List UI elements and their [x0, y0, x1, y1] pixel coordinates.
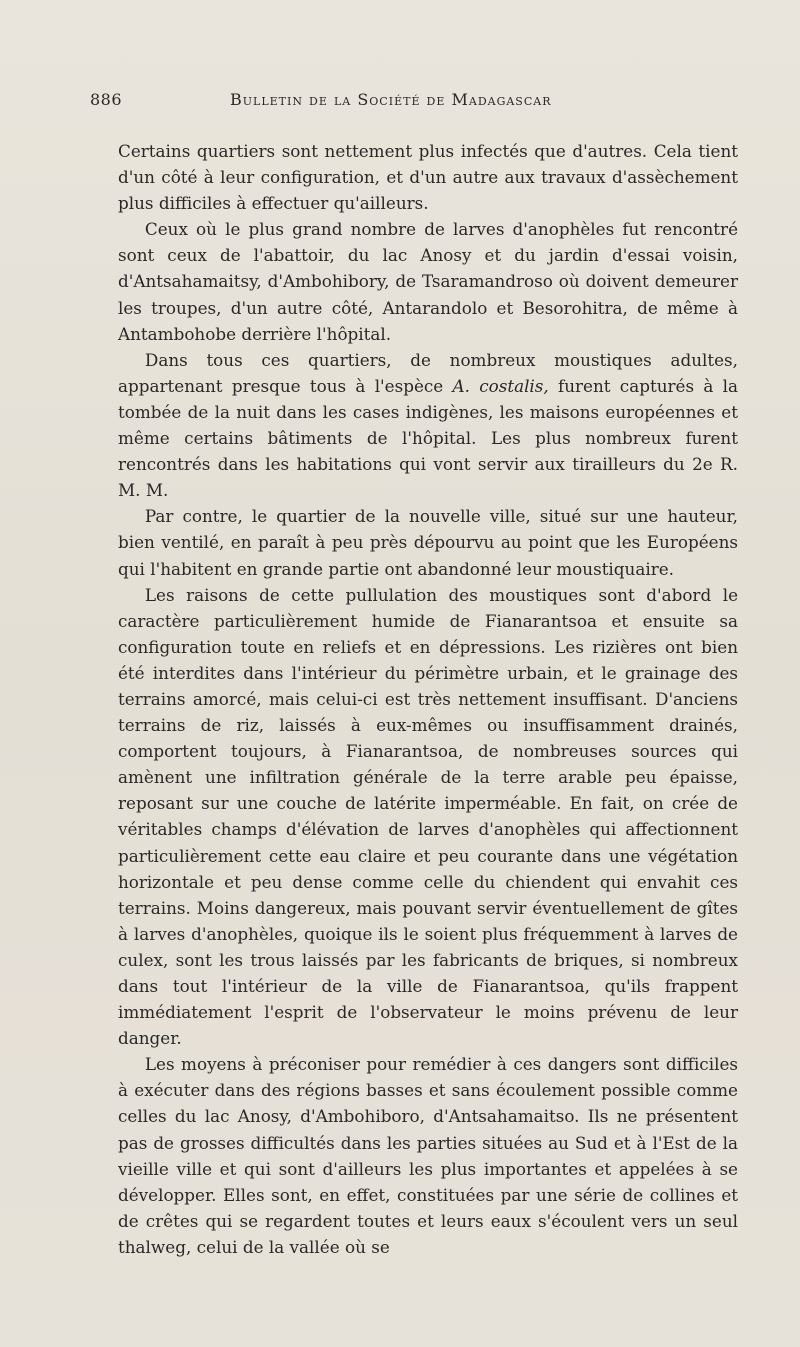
paragraph-2: Ceux où le plus grand nombre de larves d'anophèles fut rencontré sont ceux de l'abattoir, du lac Anosy et du jardin d'essai voisin, d'Antsahamaitsy, d'Ambohibory, de Tsaramandroso où doivent demeurer les troupes, d'un autre côté, Antarandolo et Besorohitra, de même à Antambohobe derrière l'hôpital.: [118, 219, 738, 344]
paragraph-4: Par contre, le quartier de la nouvelle ville, situé sur une hauteur, bien ventilé, en paraît à peu près dépourvu au point que les Européens qui l'habitent en grande partie ont abandonné leur moustiquaire.: [118, 506, 738, 579]
running-title: Bulletin de la Société de Madagascar: [230, 90, 552, 109]
paragraph-3-text-before: Dans tous ces quartiers, de nombreux moustiques adultes, appartenant presque tous à l'espèce: [118, 349, 738, 396]
page-header: [90, 90, 750, 116]
page-number: 886: [90, 90, 123, 109]
paragraph-5: Les raisons de cette pullulation des moustiques sont d'abord le caractère particulièrement humide de Fianarantsoa et ensuite sa configuration toute en reliefs et en dépressions. Les rizières ont bien été interdites dans l'intérieur du périmètre urbain, et le grainage des terrains amorcé, mais celui-ci est très nettement insuffisant. D'anciens terrains de riz, laissés à eux-mêmes ou insuffisamment drainés, comportent toujours, à Fianarantsoa, de nombreuses sources qui amènent une infiltration générale de la terre arable peu épaisse, reposant sur une couche de latérite imperméable. En fait, on crée de véritables champs d'élévation de larves d'anophèles qui affectionnent particulièrement cette eau claire et peu courante dans une végétation horizontale et peu dense comme celle du chiendent qui envahit ces terrains. Moins dangereux, mais pouvant servir éventuellement de gîtes à larves d'anophèles, quoique ils le soient plus fréquemment à larves de culex, sont les trous laissés par les fabricants de briques, si nombreux dans tout l'intérieur de la ville de Fianarantsoa, qu'ils frappent immédiatement l'esprit de l'observateur le moins prévenu de leur danger.: [118, 584, 738, 1049]
species-name: A. costalis,: [452, 375, 549, 396]
paragraph-6: Les moyens à préconiser pour remédier à ces dangers sont difficiles à exécuter dans des régions basses et sans écoulement possible comme celles du lac Anosy, d'Ambohiboro, d'Antsahamaitso. Ils ne présentent pas de grosses difficultés dans les parties situées au Sud et à l'Est de la vieille ville et qui sont d'ailleurs les plus importantes et appelées à se développer. Elles sont, en effet, constituées par une série de collines et de crêtes qui se regardent toutes et leurs eaux s'écoulent vers un seul thalweg, celui de la vallée où se: [118, 1054, 738, 1257]
paragraph-3: [118, 347, 738, 504]
body-text: [118, 138, 738, 1260]
paragraph-3-text-after: furent capturés à la tombée de la nuit dans les cases indigènes, les maisons européennes et même certains bâtiments de l'hôpital. Les plus nombreux furent rencontrés dans les habitations qui vont servir aux tirailleurs du 2e R. M. M.: [118, 375, 738, 501]
paragraph-1: Certains quartiers sont nettement plus infectés que d'autres. Cela tient d'un côté à leur configuration, et d'un autre aux travaux d'assèchement plus difficiles à effectuer qu'ailleurs.: [118, 141, 738, 214]
